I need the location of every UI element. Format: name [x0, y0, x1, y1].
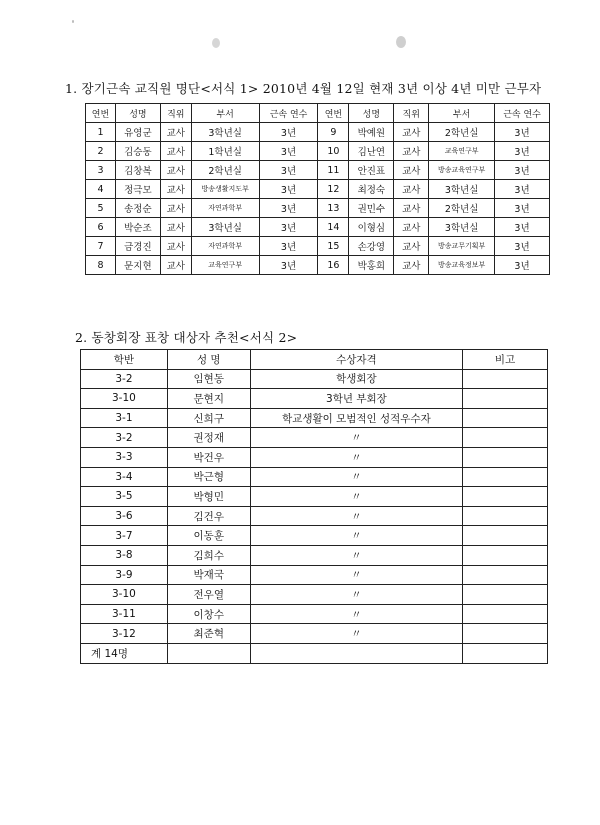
cell-qualification: 〃: [250, 624, 463, 644]
cell-name: 박건우: [167, 447, 250, 467]
cell-years: 3년: [259, 180, 318, 199]
cell-name: 박예원: [349, 123, 394, 142]
header-cell-remarks: 비고: [463, 350, 548, 370]
header-cell-class: 학반: [81, 350, 168, 370]
cell-department: 3학년실: [191, 218, 259, 237]
cell-no: 14: [318, 218, 349, 237]
cell-years: 3년: [259, 161, 318, 180]
header-cell-position: 직위: [394, 104, 429, 123]
table-row: [81, 447, 548, 467]
cell-department: 3학년실: [429, 180, 495, 199]
cell-qualification: 학교생활이 모범적인 성적우수자: [250, 408, 463, 428]
cell-name: 김건우: [167, 506, 250, 526]
cell-name: 정극모: [115, 180, 160, 199]
cell-remarks: [463, 526, 548, 546]
total-empty-cell: [463, 643, 548, 663]
cell-name: 박홍희: [349, 256, 394, 275]
header-cell-name: 성 명: [167, 350, 250, 370]
cell-qualification: 〃: [250, 545, 463, 565]
cell-no: 7: [86, 237, 116, 256]
award-recommendation-table: [80, 349, 548, 664]
cell-name: 손강영: [349, 237, 394, 256]
header-cell-no: 연번: [86, 104, 116, 123]
cell-no: 4: [86, 180, 116, 199]
cell-qualification: 〃: [250, 585, 463, 605]
cell-years: 3년: [495, 218, 550, 237]
cell-years: 3년: [259, 142, 318, 161]
cell-years: 3년: [259, 123, 318, 142]
cell-position: 교사: [160, 142, 191, 161]
cell-department: 자연과학부: [191, 199, 259, 218]
header-cell-department: 부서: [429, 104, 495, 123]
cell-department: 1학년실: [191, 142, 259, 161]
cell-department: 방송교무기획부: [429, 237, 495, 256]
table-row: [81, 565, 548, 585]
cell-name: 안진표: [349, 161, 394, 180]
cell-class: 3-7: [81, 526, 168, 546]
cell-qualification: 〃: [250, 604, 463, 624]
cell-qualification: 〃: [250, 506, 463, 526]
table-row: [86, 237, 550, 256]
cell-position: 교사: [160, 237, 191, 256]
cell-remarks: [463, 447, 548, 467]
cell-name: 이창수: [167, 604, 250, 624]
table-row: [81, 585, 548, 605]
cell-no: 6: [86, 218, 116, 237]
cell-no: 10: [318, 142, 349, 161]
total-empty-cell: [167, 643, 250, 663]
cell-qualification: 〃: [250, 565, 463, 585]
header-cell-name: 성명: [349, 104, 394, 123]
cell-name: 김희수: [167, 545, 250, 565]
cell-qualification: 〃: [250, 447, 463, 467]
cell-years: 3년: [259, 199, 318, 218]
cell-name: 금경진: [115, 237, 160, 256]
cell-no: 16: [318, 256, 349, 275]
cell-years: 3년: [495, 256, 550, 275]
cell-name: 박근형: [167, 467, 250, 487]
cell-qualification: 〃: [250, 487, 463, 507]
table-row: [81, 545, 548, 565]
cell-class: 3-9: [81, 565, 168, 585]
cell-years: 3년: [495, 123, 550, 142]
cell-class: 3-8: [81, 545, 168, 565]
table-row: [86, 218, 550, 237]
cell-department: 교육연구부: [429, 142, 495, 161]
table-row: [86, 123, 550, 142]
cell-remarks: [463, 545, 548, 565]
cell-years: 3년: [495, 180, 550, 199]
table-row: [81, 369, 548, 389]
cell-name: 박재국: [167, 565, 250, 585]
cell-department: 교육연구부: [191, 256, 259, 275]
cell-position: 교사: [394, 142, 429, 161]
cell-position: 교사: [394, 180, 429, 199]
cell-years: 3년: [495, 142, 550, 161]
cell-department: 2학년실: [191, 161, 259, 180]
cell-name: 박순조: [115, 218, 160, 237]
cell-name: 전우열: [167, 585, 250, 605]
cell-years: 3년: [495, 161, 550, 180]
cell-no: 13: [318, 199, 349, 218]
section1-heading: 1. 장기근속 교직원 명단<서식 1> 2010년 4월 12일 현재 3년 이상 4년 미만 근무자: [65, 81, 542, 96]
cell-no: 1: [86, 123, 116, 142]
table-row: [81, 408, 548, 428]
cell-class: 3-3: [81, 447, 168, 467]
table-row: [81, 487, 548, 507]
cell-position: 교사: [160, 161, 191, 180]
header-cell-years: 근속 연수: [495, 104, 550, 123]
cell-name: 김창복: [115, 161, 160, 180]
cell-position: 교사: [160, 218, 191, 237]
cell-qualification: 〃: [250, 526, 463, 546]
header-cell-position: 직위: [160, 104, 191, 123]
cell-name: 권민수: [349, 199, 394, 218]
cell-name: 김난연: [349, 142, 394, 161]
cell-no: 12: [318, 180, 349, 199]
cell-remarks: [463, 565, 548, 585]
cell-years: 3년: [259, 237, 318, 256]
total-label: 계 14명: [81, 643, 168, 663]
cell-name: 권정재: [167, 428, 250, 448]
cell-remarks: [463, 604, 548, 624]
table-row: [81, 389, 548, 409]
cell-class: 3-1: [81, 408, 168, 428]
cell-name: 유영군: [115, 123, 160, 142]
cell-years: 3년: [259, 256, 318, 275]
cell-position: 교사: [160, 199, 191, 218]
table-row: [81, 526, 548, 546]
cell-name: 문현지: [167, 389, 250, 409]
cell-name: 신희구: [167, 408, 250, 428]
cell-no: 8: [86, 256, 116, 275]
table-row: [81, 467, 548, 487]
cell-qualification: 〃: [250, 467, 463, 487]
scan-speck: [72, 20, 74, 23]
cell-position: 교사: [394, 161, 429, 180]
cell-class: 3-10: [81, 585, 168, 605]
cell-department: 2학년실: [429, 123, 495, 142]
table-row: [86, 142, 550, 161]
cell-position: 교사: [394, 218, 429, 237]
total-row: [81, 643, 548, 663]
table-row: [86, 199, 550, 218]
cell-position: 교사: [160, 123, 191, 142]
cell-name: 이형심: [349, 218, 394, 237]
cell-remarks: [463, 408, 548, 428]
cell-class: 3-2: [81, 428, 168, 448]
header-cell-department: 부서: [191, 104, 259, 123]
cell-name: 이동훈: [167, 526, 250, 546]
cell-position: 교사: [394, 256, 429, 275]
cell-name: 임현동: [167, 369, 250, 389]
cell-position: 교사: [394, 237, 429, 256]
cell-class: 3-6: [81, 506, 168, 526]
table-row: [86, 256, 550, 275]
cell-department: 방송교육연구부: [429, 161, 495, 180]
section2-heading: 2. 동창회장 표창 대상자 추천<서식 2>: [75, 330, 298, 345]
cell-qualification: 〃: [250, 428, 463, 448]
cell-name: 최정숙: [349, 180, 394, 199]
total-empty-cell: [250, 643, 463, 663]
table-row: [86, 161, 550, 180]
long-service-staff-table: [85, 103, 550, 275]
cell-class: 3-4: [81, 467, 168, 487]
cell-qualification: 학생회장: [250, 369, 463, 389]
cell-class: 3-2: [81, 369, 168, 389]
cell-remarks: [463, 506, 548, 526]
cell-no: 11: [318, 161, 349, 180]
cell-class: 3-11: [81, 604, 168, 624]
cell-class: 3-10: [81, 389, 168, 409]
cell-position: 교사: [160, 180, 191, 199]
cell-remarks: [463, 585, 548, 605]
scan-speck: [212, 38, 220, 48]
cell-class: 3-12: [81, 624, 168, 644]
cell-department: 방송생활지도부: [191, 180, 259, 199]
cell-remarks: [463, 467, 548, 487]
cell-name: 박형민: [167, 487, 250, 507]
table-row: [81, 506, 548, 526]
cell-position: 교사: [160, 256, 191, 275]
cell-years: 3년: [495, 199, 550, 218]
cell-no: 2: [86, 142, 116, 161]
cell-no: 3: [86, 161, 116, 180]
cell-remarks: [463, 428, 548, 448]
cell-remarks: [463, 369, 548, 389]
cell-no: 15: [318, 237, 349, 256]
cell-years: 3년: [259, 218, 318, 237]
cell-name: 송정순: [115, 199, 160, 218]
cell-department: 3학년실: [191, 123, 259, 142]
table-header-row: [81, 350, 548, 370]
cell-remarks: [463, 487, 548, 507]
cell-years: 3년: [495, 237, 550, 256]
cell-remarks: [463, 389, 548, 409]
cell-position: 교사: [394, 199, 429, 218]
cell-name: 최준혁: [167, 624, 250, 644]
header-cell-name: 성명: [115, 104, 160, 123]
cell-position: 교사: [394, 123, 429, 142]
cell-qualification: 3학년 부회장: [250, 389, 463, 409]
cell-name: 김승동: [115, 142, 160, 161]
table-row: [81, 604, 548, 624]
scan-speck: [396, 36, 406, 48]
table-header-row: [86, 104, 550, 123]
cell-no: 5: [86, 199, 116, 218]
cell-department: 방송교육정보부: [429, 256, 495, 275]
cell-department: 자연과학부: [191, 237, 259, 256]
cell-department: 2학년실: [429, 199, 495, 218]
header-cell-qualification: 수상자격: [250, 350, 463, 370]
cell-department: 3학년실: [429, 218, 495, 237]
cell-name: 문지현: [115, 256, 160, 275]
header-cell-no: 연번: [318, 104, 349, 123]
table-row: [81, 624, 548, 644]
cell-remarks: [463, 624, 548, 644]
table-row: [86, 180, 550, 199]
table-row: [81, 428, 548, 448]
cell-no: 9: [318, 123, 349, 142]
header-cell-years: 근속 연수: [259, 104, 318, 123]
cell-class: 3-5: [81, 487, 168, 507]
